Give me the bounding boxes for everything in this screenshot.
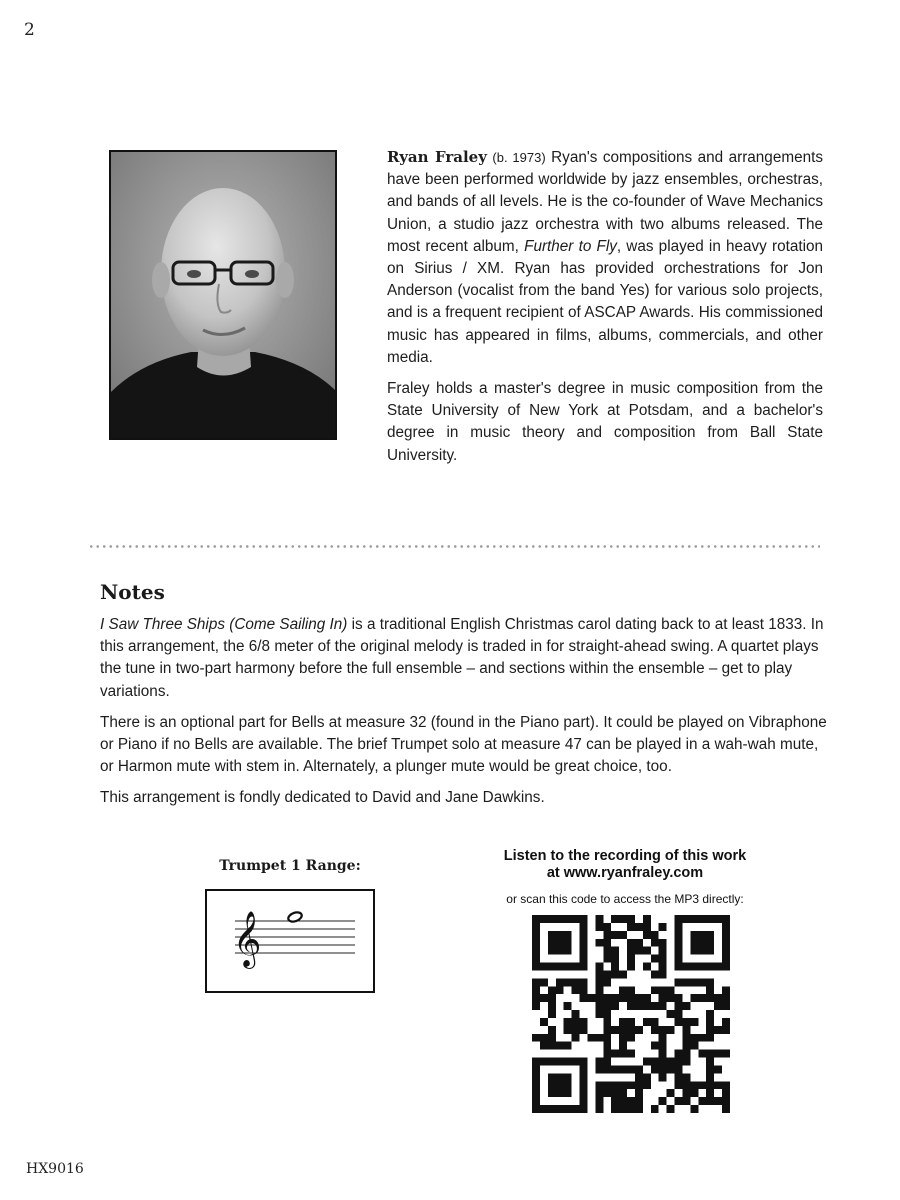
qr-module xyxy=(722,1081,730,1089)
qr-module xyxy=(659,1034,667,1042)
qr-module xyxy=(706,1010,714,1018)
qr-module xyxy=(548,1026,556,1034)
qr-module xyxy=(698,1097,706,1105)
qr-module xyxy=(651,1058,659,1066)
qr-module xyxy=(564,1002,572,1010)
qr-module xyxy=(627,1105,635,1113)
qr-module xyxy=(603,1002,611,1010)
qr-module xyxy=(714,1026,722,1034)
qr-module xyxy=(572,978,580,986)
qr-module xyxy=(643,1073,651,1081)
qr-module xyxy=(659,955,667,963)
qr-module xyxy=(580,1018,588,1026)
qr-module xyxy=(619,1105,627,1113)
author-name: Ryan Fraley xyxy=(387,148,487,166)
qr-module xyxy=(556,978,564,986)
qr-module xyxy=(690,1034,698,1042)
qr-module xyxy=(722,1105,730,1113)
qr-module xyxy=(540,1018,548,1026)
qr-finder-bottom-left xyxy=(532,1058,587,1113)
qr-module xyxy=(619,970,627,978)
notes-paragraph-2: There is an optional part for Bells at measure 32 (found in the Piano part). It could be played on Vibraphone or Piano if no Bells are available. The brief Trumpet solo at measure 47 can be played in a wah-wah mute, or Harmon mute with stem in. Alternately, a plunger mute would be great choice, too. xyxy=(100,713,827,776)
qr-module xyxy=(643,994,651,1002)
qr-module xyxy=(667,986,675,994)
qr-module xyxy=(611,1065,619,1073)
qr-module xyxy=(714,1050,722,1058)
qr-module xyxy=(627,1034,635,1042)
qr-module xyxy=(659,939,667,947)
page-number: 2 xyxy=(24,20,35,40)
qr-module xyxy=(627,1081,635,1089)
qr-module xyxy=(595,986,603,994)
qr-module xyxy=(667,1010,675,1018)
qr-module xyxy=(619,1089,627,1097)
qr-module xyxy=(611,963,619,971)
notes-text-1: is a traditional English Christmas carol dating back to at least 1833. In this arrangement, the 6/8 meter of the original melody is traded in for straight-ahead swing. A quartet plays the tune in two-part harmony before the full ensemble – and sections within the ensemble – get to play variations. xyxy=(100,616,824,700)
qr-module xyxy=(651,1026,659,1034)
qr-module xyxy=(556,986,564,994)
qr-module xyxy=(682,1002,690,1010)
qr-module xyxy=(603,994,611,1002)
qr-module xyxy=(706,1018,714,1026)
qr-module xyxy=(603,939,611,947)
qr-module xyxy=(659,970,667,978)
qr-module xyxy=(611,947,619,955)
qr-module xyxy=(706,1058,714,1066)
qr-module xyxy=(667,1089,675,1097)
qr-module xyxy=(540,994,548,1002)
qr-module xyxy=(619,1050,627,1058)
qr-module xyxy=(580,1026,588,1034)
qr-module xyxy=(682,1034,690,1042)
qr-module xyxy=(564,1042,572,1050)
qr-module xyxy=(564,1018,572,1026)
qr-module xyxy=(580,986,588,994)
range-staff-box xyxy=(205,889,375,993)
qr-module xyxy=(572,1034,580,1042)
qr-module xyxy=(548,986,556,994)
qr-module xyxy=(595,1034,603,1042)
treble-clef-icon: 𝄞 xyxy=(233,911,262,967)
qr-module xyxy=(619,1065,627,1073)
qr-module xyxy=(572,1026,580,1034)
qr-module xyxy=(540,1042,548,1050)
qr-module xyxy=(611,1050,619,1058)
qr-module xyxy=(682,1042,690,1050)
qr-module xyxy=(595,1065,603,1073)
qr-module xyxy=(651,1002,659,1010)
qr-module xyxy=(595,923,603,931)
qr-module xyxy=(659,1002,667,1010)
qr-module xyxy=(595,915,603,923)
qr-module xyxy=(619,1042,627,1050)
qr-module xyxy=(690,1105,698,1113)
qr-module xyxy=(603,1010,611,1018)
qr-module xyxy=(619,1034,627,1042)
qr-module xyxy=(548,994,556,1002)
qr-module xyxy=(659,1058,667,1066)
qr-module xyxy=(682,1026,690,1034)
qr-module xyxy=(603,931,611,939)
qr-module xyxy=(595,1097,603,1105)
qr-module xyxy=(706,1081,714,1089)
qr-module xyxy=(690,1018,698,1026)
qr-module xyxy=(611,931,619,939)
album-title: Further to Fly xyxy=(524,237,617,255)
qr-module xyxy=(635,1089,643,1097)
qr-finder-top-right xyxy=(675,915,730,970)
qr-module xyxy=(643,1081,651,1089)
qr-module xyxy=(698,1034,706,1042)
notes-heading: Notes xyxy=(100,580,165,604)
qr-module xyxy=(651,955,659,963)
author-bio xyxy=(387,146,823,476)
qr-module xyxy=(619,994,627,1002)
qr-module xyxy=(667,1105,675,1113)
notes-paragraph-3: This arrangement is fondly dedicated to David and Jane Dawkins. xyxy=(100,789,545,807)
qr-module xyxy=(675,978,683,986)
qr-module xyxy=(635,1097,643,1105)
recording-line-2: at www.ryanfraley.com xyxy=(546,865,704,881)
qr-module xyxy=(540,1034,548,1042)
qr-module xyxy=(635,939,643,947)
qr-module xyxy=(722,986,730,994)
qr-module xyxy=(635,1065,643,1073)
qr-module xyxy=(635,1105,643,1113)
qr-module xyxy=(627,1018,635,1026)
qr-module xyxy=(595,978,603,986)
qr-module xyxy=(659,1050,667,1058)
qr-module xyxy=(651,986,659,994)
qr-module xyxy=(532,986,540,994)
qr-module xyxy=(627,923,635,931)
qr-module xyxy=(722,1050,730,1058)
qr-module xyxy=(659,947,667,955)
qr-module xyxy=(659,1073,667,1081)
qr-module xyxy=(667,1026,675,1034)
qr-module xyxy=(675,1081,683,1089)
qr-module xyxy=(627,963,635,971)
qr-module xyxy=(675,1050,683,1058)
qr-module xyxy=(659,1026,667,1034)
qr-module xyxy=(722,1002,730,1010)
qr-module xyxy=(651,931,659,939)
qr-module xyxy=(667,1065,675,1073)
qr-module xyxy=(651,1105,659,1113)
qr-module xyxy=(611,915,619,923)
qr-module xyxy=(603,978,611,986)
qr-module xyxy=(659,963,667,971)
qr-module xyxy=(659,923,667,931)
qr-module xyxy=(532,1034,540,1042)
qr-module xyxy=(627,915,635,923)
qr-module xyxy=(595,1089,603,1097)
qr-module xyxy=(690,994,698,1002)
qr-module xyxy=(595,963,603,971)
qr-module xyxy=(643,1002,651,1010)
qr-module xyxy=(635,923,643,931)
qr-module xyxy=(706,1065,714,1073)
qr-module xyxy=(722,994,730,1002)
qr-module xyxy=(635,1026,643,1034)
qr-module xyxy=(595,939,603,947)
qr-module xyxy=(619,1026,627,1034)
qr-module xyxy=(627,1026,635,1034)
scan-instructions: or scan this code to access the MP3 directly: xyxy=(506,892,744,906)
qr-module xyxy=(698,1081,706,1089)
qr-module xyxy=(682,1058,690,1066)
qr-module xyxy=(548,1002,556,1010)
qr-module xyxy=(682,1073,690,1081)
qr-module xyxy=(619,915,627,923)
qr-module xyxy=(698,994,706,1002)
recording-heading xyxy=(470,848,780,882)
qr-module xyxy=(714,994,722,1002)
qr-module xyxy=(611,1097,619,1105)
bio-paragraph-1 xyxy=(387,146,823,369)
qr-module xyxy=(659,1065,667,1073)
qr-module xyxy=(595,1081,603,1089)
notes-paragraph-1 xyxy=(100,614,830,703)
qr-module xyxy=(651,939,659,947)
qr-module xyxy=(627,955,635,963)
qr-module xyxy=(651,1018,659,1026)
qr-module xyxy=(603,1034,611,1042)
qr-module xyxy=(706,986,714,994)
qr-module xyxy=(627,1065,635,1073)
qr-module xyxy=(603,1018,611,1026)
qr-module xyxy=(532,1002,540,1010)
qr-module xyxy=(532,994,540,1002)
qr-module xyxy=(603,1026,611,1034)
qr-module xyxy=(682,1089,690,1097)
qr-module xyxy=(675,1073,683,1081)
qr-module xyxy=(627,986,635,994)
qr-module xyxy=(659,994,667,1002)
qr-module xyxy=(698,978,706,986)
qr-module xyxy=(722,1026,730,1034)
qr-module xyxy=(698,1050,706,1058)
qr-module xyxy=(714,1065,722,1073)
qr-module xyxy=(619,1018,627,1026)
qr-module xyxy=(675,1002,683,1010)
qr-module xyxy=(611,1081,619,1089)
qr-module xyxy=(564,1026,572,1034)
qr-module xyxy=(595,970,603,978)
qr-code[interactable] xyxy=(532,915,730,1113)
range-title: Trumpet 1 Range: xyxy=(219,858,361,874)
qr-module xyxy=(643,1058,651,1066)
qr-module xyxy=(714,1097,722,1105)
qr-module xyxy=(611,1026,619,1034)
bio-text-a: Ryan's compositions and arrangements have been performed worldwide by jazz ensembles, orchestras, and bands of all levels. He is the co-founder of Wave Mechanics Union, a studio jazz orchestra with two albums released. The most recent album, xyxy=(387,149,823,255)
qr-module xyxy=(682,1050,690,1058)
qr-module xyxy=(611,955,619,963)
qr-module xyxy=(540,978,548,986)
qr-module xyxy=(572,1018,580,1026)
qr-module xyxy=(627,1097,635,1105)
qr-module xyxy=(619,931,627,939)
qr-module xyxy=(682,978,690,986)
author-photo xyxy=(109,150,337,440)
qr-module xyxy=(643,915,651,923)
qr-module xyxy=(603,1050,611,1058)
qr-module xyxy=(635,1073,643,1081)
qr-module xyxy=(532,978,540,986)
qr-module xyxy=(587,1034,595,1042)
qr-module xyxy=(603,970,611,978)
qr-module xyxy=(659,986,667,994)
qr-module xyxy=(651,1042,659,1050)
qr-module xyxy=(564,978,572,986)
qr-module xyxy=(690,1089,698,1097)
qr-module xyxy=(651,1065,659,1073)
qr-module xyxy=(635,1081,643,1089)
qr-module xyxy=(595,1010,603,1018)
qr-module xyxy=(659,1042,667,1050)
qr-module xyxy=(627,947,635,955)
qr-module xyxy=(690,978,698,986)
qr-module xyxy=(548,1042,556,1050)
qr-module xyxy=(603,1058,611,1066)
qr-module xyxy=(635,994,643,1002)
qr-module xyxy=(603,1089,611,1097)
qr-module xyxy=(619,1097,627,1105)
qr-module xyxy=(603,923,611,931)
qr-module xyxy=(580,994,588,1002)
qr-module xyxy=(675,1097,683,1105)
qr-module xyxy=(548,1010,556,1018)
qr-module xyxy=(682,1097,690,1105)
qr-module xyxy=(706,1073,714,1081)
qr-module xyxy=(635,947,643,955)
qr-module xyxy=(690,1042,698,1050)
qr-module xyxy=(572,1010,580,1018)
qr-module xyxy=(627,994,635,1002)
qr-module xyxy=(722,1018,730,1026)
qr-module xyxy=(682,1018,690,1026)
qr-module xyxy=(706,1089,714,1097)
qr-module xyxy=(675,994,683,1002)
qr-module xyxy=(706,1097,714,1105)
qr-module xyxy=(580,978,588,986)
qr-module xyxy=(611,994,619,1002)
qr-module xyxy=(643,931,651,939)
qr-module xyxy=(595,1058,603,1066)
notes-body xyxy=(100,614,830,819)
qr-module xyxy=(587,994,595,1002)
qr-module xyxy=(651,970,659,978)
qr-module xyxy=(706,1050,714,1058)
qr-module xyxy=(603,947,611,955)
qr-module xyxy=(667,1058,675,1066)
qr-module xyxy=(706,1034,714,1042)
qr-module xyxy=(572,986,580,994)
qr-module xyxy=(667,994,675,1002)
qr-module xyxy=(643,1018,651,1026)
catalog-number: HX9016 xyxy=(26,1161,84,1177)
qr-module xyxy=(706,1026,714,1034)
qr-module xyxy=(611,970,619,978)
qr-module xyxy=(643,947,651,955)
qr-module xyxy=(675,1058,683,1066)
qr-module xyxy=(706,978,714,986)
qr-module xyxy=(690,1081,698,1089)
qr-module xyxy=(595,994,603,1002)
qr-module xyxy=(675,1010,683,1018)
qr-module xyxy=(611,1105,619,1113)
qr-module xyxy=(635,1002,643,1010)
qr-module xyxy=(714,1081,722,1089)
qr-module xyxy=(659,1097,667,1105)
qr-module xyxy=(675,1065,683,1073)
qr-finder-top-left xyxy=(532,915,587,970)
qr-module xyxy=(548,1034,556,1042)
recording-line-1: Listen to the recording of this work xyxy=(503,848,747,864)
bio-paragraph-2: Fraley holds a master's degree in music composition from the State University of New York at Potsdam, and a bachelor's degree in music theory and composition from Ball State University. xyxy=(387,380,823,464)
qr-module xyxy=(595,1002,603,1010)
qr-module xyxy=(619,1081,627,1089)
qr-module xyxy=(603,1042,611,1050)
author-dates: (b. 1973) xyxy=(492,150,546,165)
qr-module xyxy=(722,1089,730,1097)
qr-module xyxy=(603,955,611,963)
bio-text-b: , was played in heavy rotation on Sirius / XM. Ryan has provided orchestrations for Jon Anderson (vocalist from the band Yes) for various solo projects, and is a frequent recipient of ASCAP Awards. His commissioned music has appeared in films, albums, commercials, and other media. xyxy=(387,237,824,366)
qr-module xyxy=(603,1065,611,1073)
qr-module xyxy=(611,1089,619,1097)
qr-module xyxy=(706,994,714,1002)
qr-module xyxy=(603,1081,611,1089)
qr-module xyxy=(682,1081,690,1089)
song-title: I Saw Three Ships (Come Sailing In) xyxy=(100,616,348,633)
qr-module xyxy=(643,963,651,971)
dotted-divider xyxy=(88,545,820,548)
qr-module xyxy=(722,1097,730,1105)
qr-module xyxy=(595,1105,603,1113)
qr-module xyxy=(627,1002,635,1010)
qr-module xyxy=(643,923,651,931)
qr-module xyxy=(556,1042,564,1050)
qr-module xyxy=(619,986,627,994)
qr-module xyxy=(611,1002,619,1010)
qr-module xyxy=(675,1018,683,1026)
qr-module xyxy=(627,939,635,947)
qr-module xyxy=(627,1050,635,1058)
qr-module xyxy=(714,1002,722,1010)
